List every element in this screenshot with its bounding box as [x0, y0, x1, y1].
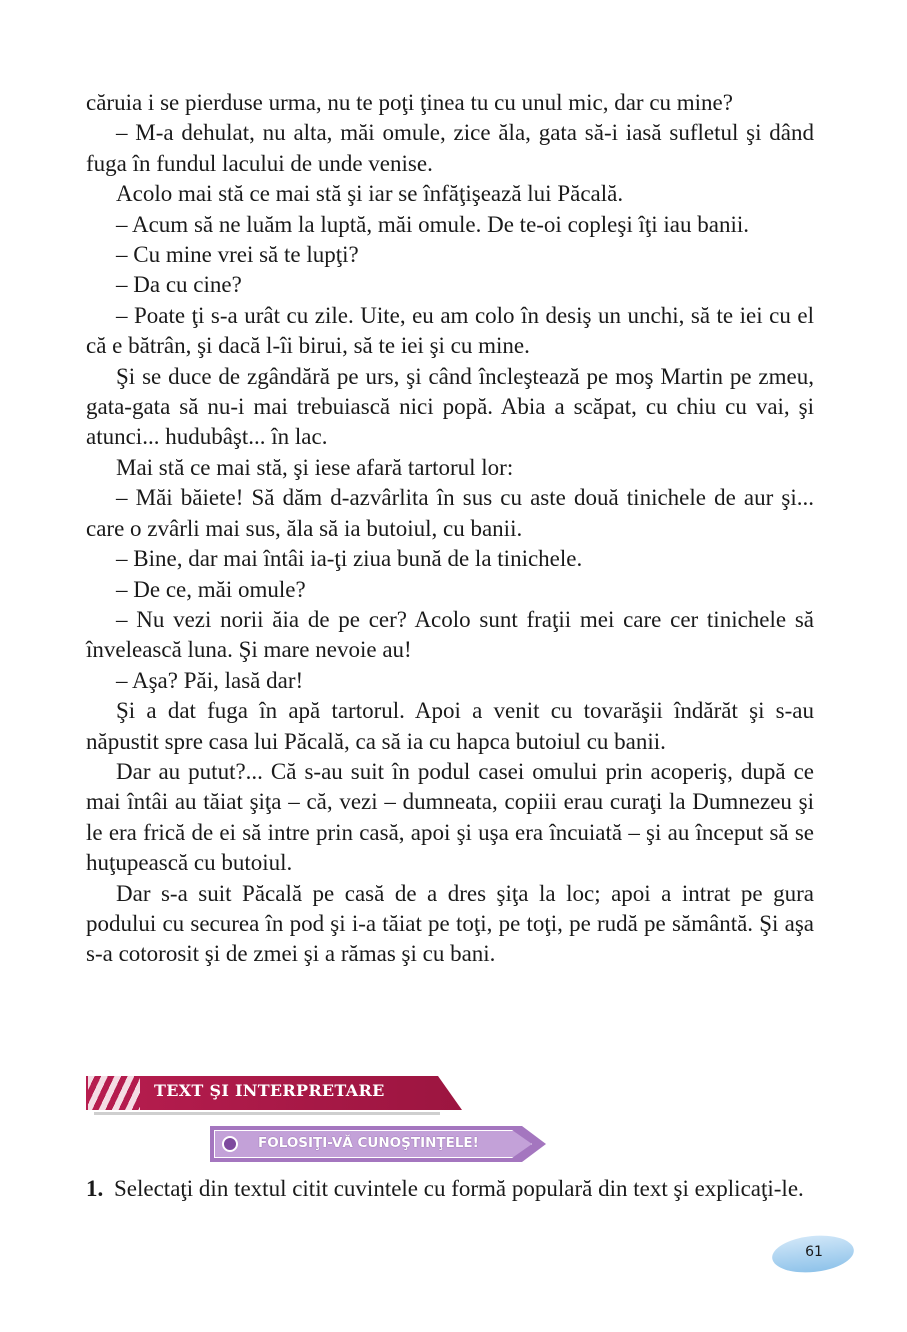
paragraph: Acolo mai stă ce mai stă şi iar se înfăţişează lui Păcală.	[116, 181, 624, 207]
section-banner	[86, 1076, 466, 1116]
paragraph: căruia i se pierduse urma, nu te poţi ţinea tu cu unul mic, dar cu mine?	[86, 90, 733, 115]
page-number-badge	[772, 1236, 856, 1278]
paragraph: Şi a dat fuga în apă tartorul. Apoi a venit cu tovarăşii îndărăt şi s-au năpustit spre casa lui Păcală, ca să ia cu hapca butoiul cu banii.	[86, 698, 814, 754]
paragraph: – Cu mine vrei să te lupţi?	[116, 242, 359, 268]
exercise-item	[86, 1174, 816, 1204]
paragraph: Mai stă ce mai stă, şi iese afară tartorul lor:	[116, 454, 514, 480]
paragraph: – Poate ţi s-a urât cu zile. Uite, eu am colo în desiş un unchi, să te iei cu el că e bătrân, şi dacă l-îi birui, să te iei şi cu mine.	[86, 302, 814, 359]
banner-underline	[94, 1112, 440, 1115]
banner-stripes-decoration	[88, 1076, 140, 1110]
paragraph: – M-a dehulat, nu alta, măi omule, zice ăla, gata să-i iasă sufletul şi dând fuga în fundul lacului de unde venise.	[86, 120, 814, 176]
exercise-number: 1.	[86, 1176, 104, 1201]
sub-section-banner	[210, 1126, 550, 1162]
sub-section-title: FOLOSIŢI-VĂ CUNOŞTINŢELE!	[258, 1135, 479, 1151]
section-title: TEXT ŞI INTERPRETARE	[154, 1081, 385, 1100]
paragraph: – Măi băiete! Să dăm d-azvârlita în sus cu aste două tinichele de aur şi... care o zvârli mai sus, ăla să ia butoiul, cu banii.	[86, 485, 814, 541]
story-text	[86, 88, 814, 970]
paragraph: – Aşa? Păi, lasă dar!	[116, 667, 304, 693]
paragraph: – Da cu cine?	[116, 272, 242, 298]
paragraph: – Bine, dar mai întâi ia-ţi ziua bună de la tinichele.	[116, 546, 583, 572]
paragraph: – De ce, măi omule?	[116, 576, 306, 602]
paragraph: – Acum să ne luăm la luptă, măi omule. De te-oi copleşi îţi iau banii.	[116, 211, 749, 237]
page-number: 61	[805, 1244, 823, 1260]
paragraph: Dar au putut?... Că s-au suit în podul casei omului prin acoperiş, după ce mai întâi au tăiat şiţa – că, vezi – dumneata, copiii erau curaţi la Dumnezeu şi le era frică de ei să intre prin casă, apoi şi uşa era încuiată – şi au început să se huţupească cu butoiul.	[86, 758, 814, 876]
paragraph: – Nu vezi norii ăia de pe cer? Acolo sunt fraţii mei care cer tinichele să învelească luna. Şi mare nevoie au!	[86, 606, 814, 663]
exercise-text: Selectaţi din textul citit cuvintele cu formă populară din text şi explicaţi-le.	[114, 1176, 804, 1201]
bullet-circle-icon	[222, 1136, 238, 1152]
paragraph: Şi se duce de zgândără pe urs, şi când încleştează pe moş Martin pe zmeu, gata-gata să nu-i mai trebuiască nici popă. Abia a scăpat, cu chiu cu vai, şi atunci... hudubâşt... în lac.	[86, 363, 814, 450]
paragraph: Dar s-a suit Păcală pe casă de a dres şiţa la loc; apoi a intrat pe gura podului cu securea în pod şi i-a tăiat pe toţi, pe toţi, pe rudă pe sământă. Şi aşa s-a cotorosit şi de zmei şi a rămas şi cu bani.	[86, 880, 814, 967]
